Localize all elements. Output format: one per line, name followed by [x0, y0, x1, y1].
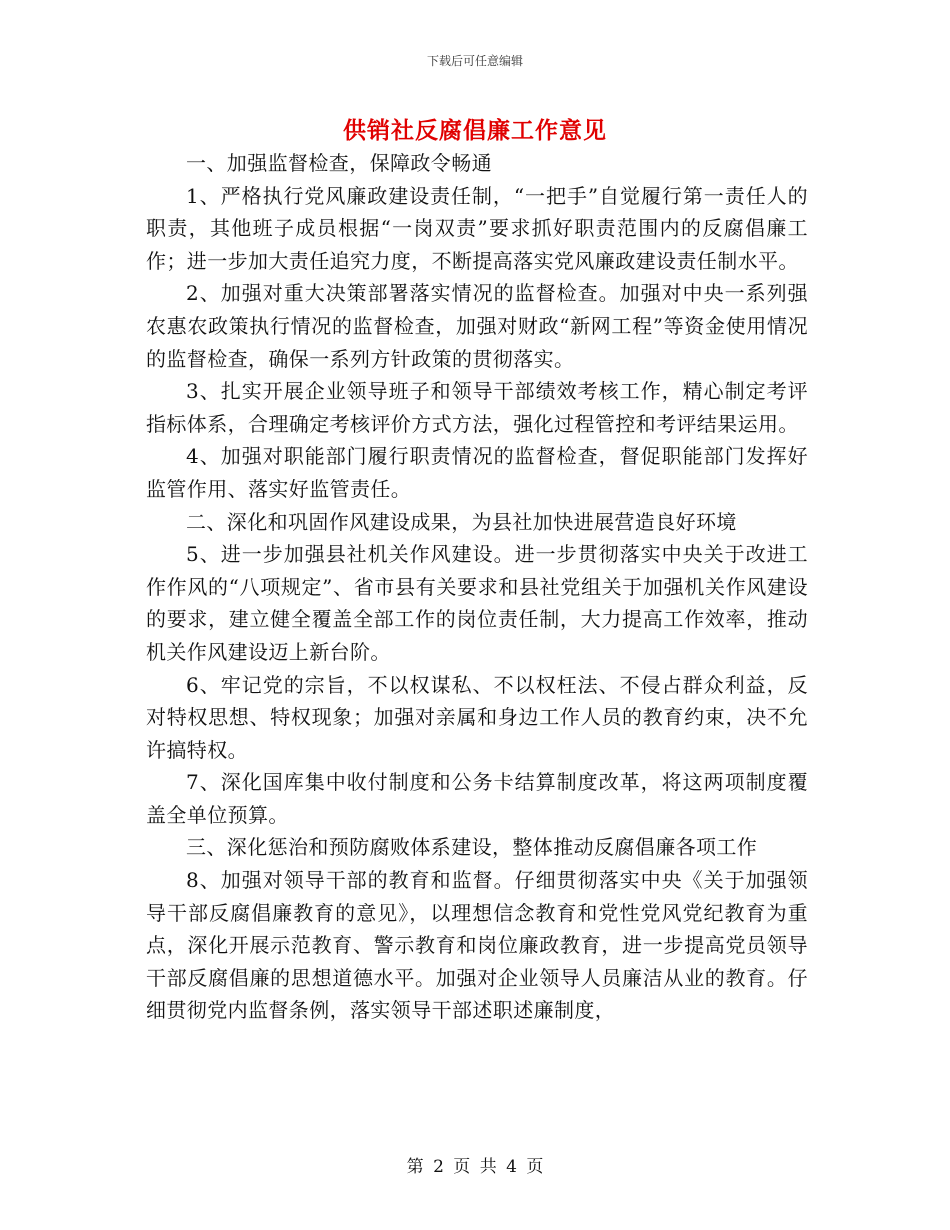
paragraph-item-7: 7、深化国库集中收付制度和公务卡结算制度改革，将这两项制度覆盖全单位预算。 — [146, 770, 808, 827]
footer-page-number: 2 — [433, 1157, 444, 1177]
section-heading-2: 二、深化和巩固作风建设成果，为县社加快进展营造良好环境 — [186, 509, 737, 534]
section-heading-3: 三、深化惩治和预防腐败体系建设，整体推动反腐倡廉各项工作 — [186, 835, 758, 860]
document-title: 供销社反腐倡廉工作意见 — [343, 117, 607, 144]
footer-suffix: 页 — [526, 1157, 544, 1177]
footer-total-prefix: 共 — [479, 1157, 497, 1177]
footer-total-pages: 4 — [506, 1157, 517, 1177]
header-note: 下载后可任意编辑 — [426, 54, 523, 68]
paragraph-item-6: 6、牢记党的宗旨，不以权谋私、不以权枉法、不侵占群众利益，反对特权思想、特权现象；加强对亲属和身边工作人员的教育约束，决不允许搞特权。 — [146, 672, 808, 762]
paragraph-item-3: 3、扎实开展企业领导班子和领导干部绩效考核工作，精心制定考评指标体系，合理确定考核评价方式方法，强化过程管控和考评结果运用。 — [146, 379, 808, 436]
page-footer — [0, 1152, 950, 1177]
paragraph-item-2: 2、加强对重大决策部署落实情况的监督检查。加强对中央一系列强农惠农政策执行情况的监督检查，加强对财政“新网工程”等资金使用情况的监督检查，确保一系列方针政策的贯彻落实。 — [146, 281, 808, 371]
section-heading-1: 一、加强监督检查，保障政令畅通 — [186, 151, 492, 175]
document-body — [146, 147, 808, 1027]
paragraph-item-5: 5、进一步加强县社机关作风建设。进一步贯彻落实中央关于改进工作作风的“八项规定”、省市县有关要求和县社党组关于加强机关作风建设的要求，建立健全覆盖全部工作的岗位责任制，大力提高工作效率，推动机关作风建设迈上新台阶。 — [146, 542, 808, 664]
paragraph-item-4: 4、加强对职能部门履行职责情况的监督检查，督促职能部门发挥好监管作用、落实好监管责任。 — [146, 444, 808, 501]
paragraph-item-1: 1、严格执行党风廉政建设责任制，“一把手”自觉履行第一责任人的职责，其他班子成员根据“一岗双责”要求抓好职责范围内的反腐倡廉工作；进一步加大责任追究力度，不断提高落实党风廉政建设责任制水平。 — [146, 183, 808, 273]
footer-prefix: 第 — [406, 1157, 424, 1177]
paragraph-item-8: 8、加强对领导干部的教育和监督。仔细贯彻落实中央《关于加强领导干部反腐倡廉教育的意见》，以理想信念教育和党性党风党纪教育为重点，深化开展示范教育、警示教育和岗位廉政教育，进一步提高党员领导干部反腐倡廉的思想道德水平。加强对企业领导人员廉洁从业的教育。仔细贯彻党内监督条例，落实领导干部述职述廉制度， — [146, 868, 808, 1023]
footer-page-unit: 页 — [453, 1157, 471, 1177]
